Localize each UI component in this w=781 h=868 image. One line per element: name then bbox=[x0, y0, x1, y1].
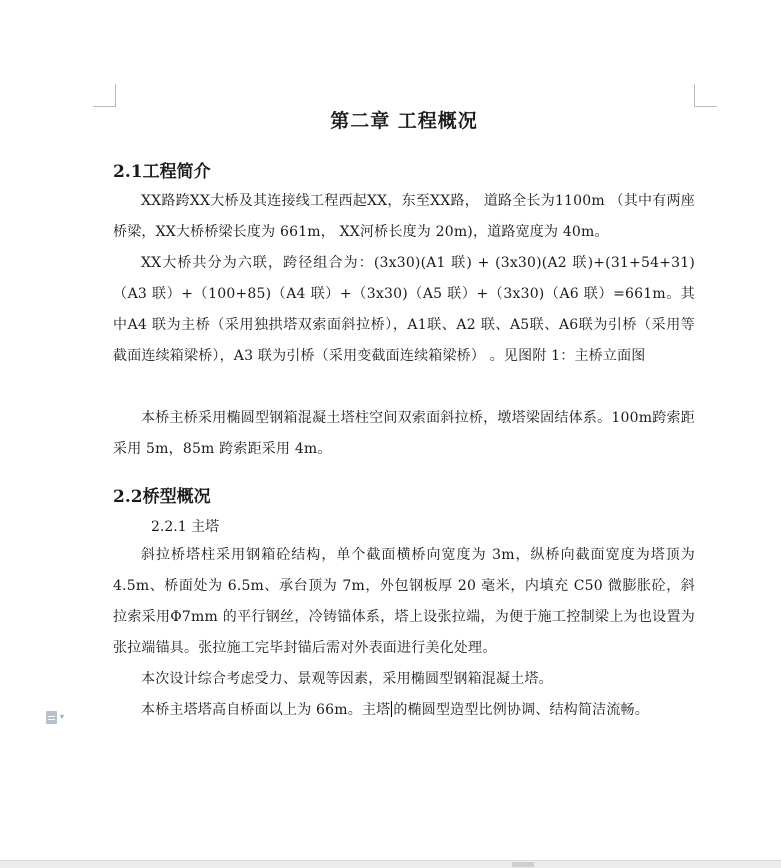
section-heading-bridge-type: 2.2桥型概况 bbox=[113, 487, 211, 507]
document-icon[interactable] bbox=[46, 709, 76, 725]
chapter-title: 第二章 工程概况 bbox=[330, 110, 478, 132]
scrollbar-thumb[interactable] bbox=[512, 862, 534, 867]
paragraph-span-layout: XX大桥共分为六联，跨径组合为：(3x30)(A1 联) + (3x30)(A2 联)+(31+54+31)（A3 联）+（100+85)（A4 联）+（3x30)（A5 联）+（3x30)（A6 联）=661m。其中A4 联为主桥（采用独拱塔双索面斜拉桥），A1联、A2 联、A5联、A6联为引桥（采用等截面连续箱梁桥），A3 联为引桥（采用变截面连续箱梁桥） 。见图附 1：主桥立面图 bbox=[113, 255, 695, 364]
tower-height-text-start: 本桥主塔塔高自桥面以上为 66m。主塔 bbox=[141, 702, 391, 718]
paragraph-tower-height bbox=[113, 695, 695, 726]
crop-mark-top-left bbox=[93, 84, 116, 107]
document-sheet-icon bbox=[46, 711, 57, 724]
paragraph-tower-structure: 斜拉桥塔柱采用钢箱砼结构，单个截面横桥向宽度为 3m，纵桥向截面宽度为塔顶为 4.5m、桥面处为 6.5m、承台顶为 7m，外包钢板厚 20 毫米，内填充 C50 微膨胀砼，斜拉索采用Φ7mm 的平行钢丝，冷铸锚体系，塔上设张拉端，为便于施工控制梁上为也设置为张拉端锚具。张拉施工完毕封锚后需对外表面进行美化处理。 bbox=[113, 547, 695, 656]
crop-mark-top-right bbox=[694, 84, 717, 107]
section-heading-intro: 2.1工程简介 bbox=[113, 162, 211, 182]
tower-height-text-end: 的椭圆型造型比例协调、结构简洁流畅。 bbox=[393, 702, 649, 718]
chevron-down-icon: ▾ bbox=[60, 712, 65, 721]
paragraph-main-bridge: 本桥主桥采用椭圆型钢箱混凝土塔柱空间双索面斜拉桥，墩塔梁固结体系。100m跨索距采用 5m，85m 跨索距采用 4m。 bbox=[113, 410, 695, 457]
paragraph-road-overview: XX路跨XX大桥及其连接线工程西起XX，东至XX路， 道路全长为1100m （其中有两座桥梁，XX大桥桥梁长度为 661m， XX河桥长度为 20m)，道路宽度为 40m。 bbox=[113, 193, 695, 240]
subsection-heading-main-tower: 2.2.1 主塔 bbox=[151, 519, 220, 535]
paragraph-design-choice: 本次设计综合考虑受力、景观等因素，采用椭圆型钢箱混凝土塔。 bbox=[141, 671, 553, 687]
